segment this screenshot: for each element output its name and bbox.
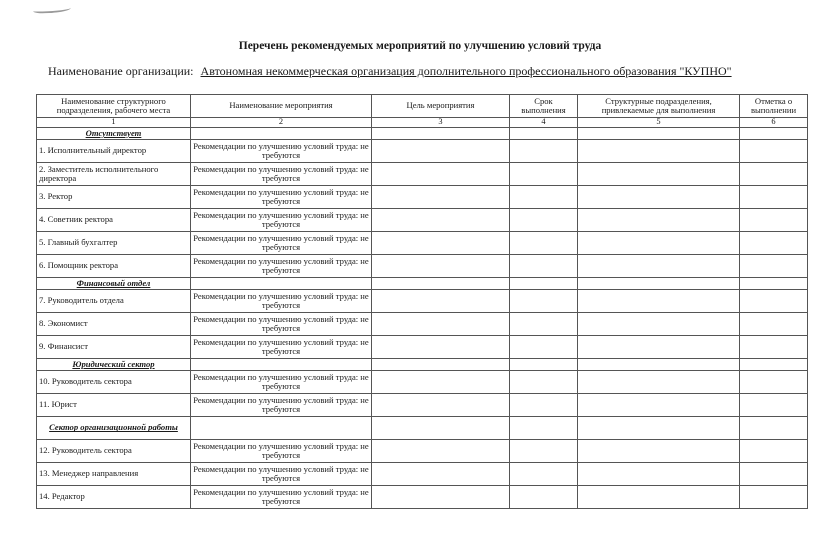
empty-cell	[578, 336, 740, 359]
measures-table	[36, 94, 808, 509]
table-row	[37, 209, 808, 232]
empty-cell	[372, 417, 510, 440]
empty-cell	[510, 163, 578, 186]
empty-cell	[510, 290, 578, 313]
header-unit: Наименование структурного подразделения, рабочего места	[37, 95, 191, 118]
empty-cell	[510, 440, 578, 463]
measure-cell: Рекомендации по улучшению условий труда: не требуются	[191, 486, 372, 509]
column-number: 3	[372, 118, 510, 128]
empty-cell	[578, 278, 740, 290]
measure-cell: Рекомендации по улучшению условий труда: не требуются	[191, 371, 372, 394]
empty-cell	[578, 359, 740, 371]
document-title: Перечень рекомендуемых мероприятий по улучшению условий труда	[238, 40, 602, 52]
empty-cell	[372, 128, 510, 140]
header-departments: Структурные подразделения, привлекаемые для выполнения	[578, 95, 740, 118]
empty-cell	[372, 186, 510, 209]
empty-cell	[740, 417, 808, 440]
position-cell: 14. Редактор	[37, 486, 191, 509]
empty-cell	[578, 440, 740, 463]
measure-cell: Рекомендации по улучшению условий труда: не требуются	[191, 313, 372, 336]
empty-cell	[578, 232, 740, 255]
empty-cell	[740, 209, 808, 232]
position-cell: 9. Финансист	[37, 336, 191, 359]
position-cell: 13. Менеджер направления	[37, 463, 191, 486]
empty-cell	[740, 163, 808, 186]
empty-cell	[372, 163, 510, 186]
empty-cell	[191, 359, 372, 371]
empty-cell	[740, 255, 808, 278]
column-number: 4	[510, 118, 578, 128]
column-number: 6	[740, 118, 808, 128]
measure-cell: Рекомендации по улучшению условий труда: не требуются	[191, 163, 372, 186]
empty-cell	[372, 290, 510, 313]
empty-cell	[372, 336, 510, 359]
empty-cell	[510, 232, 578, 255]
table-row	[37, 486, 808, 509]
empty-cell	[740, 359, 808, 371]
empty-cell	[740, 440, 808, 463]
empty-cell	[578, 140, 740, 163]
column-number: 5	[578, 118, 740, 128]
table-row	[37, 232, 808, 255]
position-cell: 7. Руководитель отдела	[37, 290, 191, 313]
empty-cell	[510, 486, 578, 509]
empty-cell	[510, 463, 578, 486]
position-cell: 2. Заместитель исполнительного директора	[37, 163, 191, 186]
section-row	[37, 128, 808, 140]
empty-cell	[578, 417, 740, 440]
measure-cell: Рекомендации по улучшению условий труда: не требуются	[191, 336, 372, 359]
position-cell: 1. Исполнительный директор	[37, 140, 191, 163]
empty-cell	[740, 336, 808, 359]
empty-cell	[510, 359, 578, 371]
empty-cell	[372, 255, 510, 278]
measure-cell: Рекомендации по улучшению условий труда: не требуются	[191, 232, 372, 255]
empty-cell	[740, 371, 808, 394]
empty-cell	[191, 278, 372, 290]
empty-cell	[578, 163, 740, 186]
empty-cell	[578, 486, 740, 509]
table-row	[37, 290, 808, 313]
empty-cell	[510, 278, 578, 290]
measure-cell: Рекомендации по улучшению условий труда: не требуются	[191, 255, 372, 278]
empty-cell	[191, 128, 372, 140]
empty-cell	[578, 463, 740, 486]
empty-cell	[372, 463, 510, 486]
empty-cell	[372, 486, 510, 509]
position-cell: 6. Помощник ректора	[37, 255, 191, 278]
measure-cell: Рекомендации по улучшению условий труда: не требуются	[191, 209, 372, 232]
empty-cell	[740, 128, 808, 140]
position-cell: 8. Экономист	[37, 313, 191, 336]
empty-cell	[578, 255, 740, 278]
measure-cell: Рекомендации по улучшению условий труда: не требуются	[191, 440, 372, 463]
section-row	[37, 417, 808, 440]
section-label: Сектор организационной работы	[37, 417, 191, 440]
header-completion: Отметка о выполнении	[740, 95, 808, 118]
empty-cell	[510, 336, 578, 359]
empty-cell	[510, 186, 578, 209]
position-cell: 11. Юрист	[37, 394, 191, 417]
section-row	[37, 278, 808, 290]
header-deadline: Срок выполнения	[510, 95, 578, 118]
empty-cell	[372, 359, 510, 371]
column-number-row	[37, 118, 808, 128]
measure-cell: Рекомендации по улучшению условий труда: не требуются	[191, 463, 372, 486]
empty-cell	[578, 209, 740, 232]
table-row	[37, 463, 808, 486]
empty-cell	[510, 255, 578, 278]
section-label: Юридический сектор	[37, 359, 191, 371]
empty-cell	[740, 186, 808, 209]
table-row	[37, 163, 808, 186]
organization-line	[48, 64, 732, 79]
position-cell: 10. Руководитель сектора	[37, 371, 191, 394]
empty-cell	[578, 290, 740, 313]
table-row	[37, 313, 808, 336]
column-number: 2	[191, 118, 372, 128]
empty-cell	[510, 371, 578, 394]
empty-cell	[510, 394, 578, 417]
scan-mark	[33, 5, 71, 14]
table-row	[37, 440, 808, 463]
organization-label: Наименование организации:	[48, 64, 194, 78]
empty-cell	[372, 140, 510, 163]
empty-cell	[372, 371, 510, 394]
table-row	[37, 394, 808, 417]
empty-cell	[578, 394, 740, 417]
empty-cell	[740, 140, 808, 163]
empty-cell	[510, 140, 578, 163]
position-cell: 3. Ректор	[37, 186, 191, 209]
position-cell: 5. Главный бухгалтер	[37, 232, 191, 255]
column-number: 1	[37, 118, 191, 128]
empty-cell	[740, 394, 808, 417]
position-cell: 4. Советник ректора	[37, 209, 191, 232]
empty-cell	[740, 290, 808, 313]
empty-cell	[740, 313, 808, 336]
measure-cell: Рекомендации по улучшению условий труда: не требуются	[191, 394, 372, 417]
header-goal: Цель мероприятия	[372, 95, 510, 118]
empty-cell	[372, 232, 510, 255]
empty-cell	[372, 313, 510, 336]
organization-name: Автономная некоммерческая организация дополнительного профессионального образования "КУПНО"	[200, 64, 732, 78]
empty-cell	[510, 128, 578, 140]
table-row	[37, 186, 808, 209]
measure-cell: Рекомендации по улучшению условий труда: не требуются	[191, 140, 372, 163]
empty-cell	[372, 394, 510, 417]
measure-cell: Рекомендации по улучшению условий труда: не требуются	[191, 290, 372, 313]
table-row	[37, 255, 808, 278]
measure-cell: Рекомендации по улучшению условий труда: не требуются	[191, 186, 372, 209]
header-measure: Наименование мероприятия	[191, 95, 372, 118]
empty-cell	[740, 463, 808, 486]
section-label: Финансовый отдел	[37, 278, 191, 290]
header-row	[37, 95, 808, 118]
empty-cell	[578, 313, 740, 336]
position-cell: 12. Руководитель сектора	[37, 440, 191, 463]
empty-cell	[510, 209, 578, 232]
table-row	[37, 336, 808, 359]
empty-cell	[578, 371, 740, 394]
empty-cell	[578, 128, 740, 140]
empty-cell	[740, 278, 808, 290]
empty-cell	[372, 440, 510, 463]
empty-cell	[372, 209, 510, 232]
empty-cell	[510, 417, 578, 440]
empty-cell	[740, 232, 808, 255]
table-row	[37, 140, 808, 163]
table-row	[37, 371, 808, 394]
section-label: Отсутствует	[37, 128, 191, 140]
empty-cell	[510, 313, 578, 336]
section-row	[37, 359, 808, 371]
empty-cell	[191, 417, 372, 440]
empty-cell	[578, 186, 740, 209]
empty-cell	[740, 486, 808, 509]
empty-cell	[372, 278, 510, 290]
